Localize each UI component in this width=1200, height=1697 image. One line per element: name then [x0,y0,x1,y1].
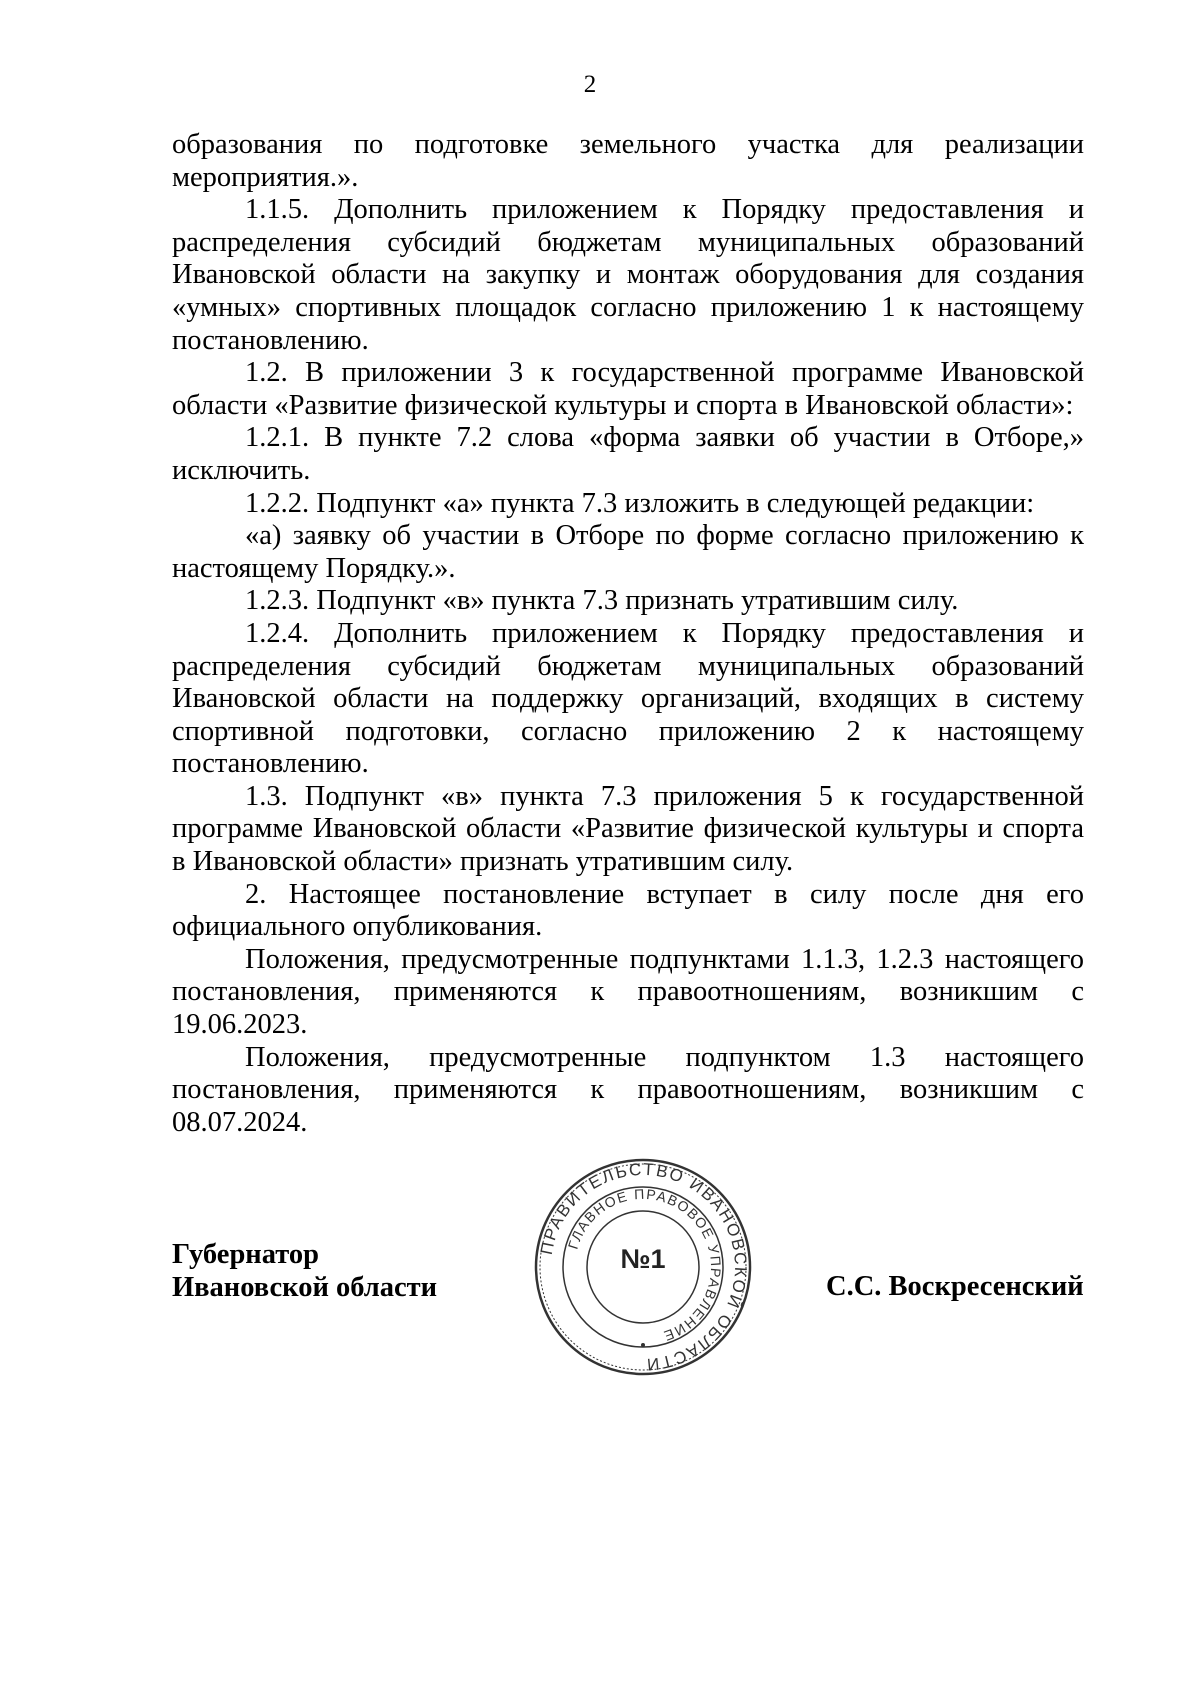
paragraph-subpoint-a: «а) заявку об участии в Отборе по форме согласно приложению к настоящему Порядку.». [172,520,1084,584]
paragraph-1-2-4: 1.2.4. Дополнить приложением к Порядку предоставления и распределения субсидий бюджетам муниципальных образований Ивановской области на поддержку организаций, входящих в систему спортивной подготовки, согласно приложению 2 к настоящему постановлению. [172,617,1084,780]
paragraph-2: 2. Настоящее постановление вступает в силу после дня его официального опубликования. [172,878,1084,943]
paragraph-1-2-1: 1.2.1. В пункте 7.2 слова «форма заявки об участии в Отборе,» исключить. [172,422,1084,486]
document-body [172,129,1084,1139]
paragraph-continuation: образования по подготовке земельного участка для реализации мероприятия.». [172,129,1084,193]
stamp-outer-text: ПРАВИТЕЛЬСТВО ИВАНОВСКОЙ ОБЛАСТИ [536,1159,751,1375]
signatory-title-line-1: Губернатор [172,1239,319,1270]
stamp-inner-text: ГЛАВНОЕ ПРАВОВОЕ УПРАВЛЕНИЕ [564,1185,725,1345]
stamp-number: №1 [620,1244,666,1274]
paragraph-1-2-2: 1.2.2. Подпункт «а» пункта 7.3 изложить в следующей редакции: [245,487,1035,519]
signatory-title-line-2: Ивановской области [172,1272,438,1303]
signatory-name: С.С. Воскресенский [826,1271,1084,1302]
paragraph-1-2: 1.2. В приложении 3 к государственной программе Ивановской области «Развитие физической культуры и спорта в Ивановской области»: [172,357,1084,421]
paragraph-provisions-1: Положения, предусмотренные подпунктами 1.1.3, 1.2.3 настоящего постановления, применяются к правоотношениям, возникшим с 19.06.2023. [172,943,1084,1041]
paragraph-1-1-5: 1.1.5. Дополнить приложением к Порядку предоставления и распределения субсидий бюджетам муниципальных образований Ивановской области на закупку и монтаж оборудования для создания «умных» спортивных площадок согласно приложению 1 к настоящему постановлению. [172,194,1084,356]
paragraph-1-3: 1.3. Подпункт «в» пункта 7.3 приложения 5 к государственной программе Ивановской области «Развитие физической культуры и спорта в Ивановской области» признать утратившим силу. [172,780,1084,878]
paragraph-provisions-2: Положения, предусмотренные подпунктом 1.3 настоящего постановления, применяются к правоотношениям, возникшим с 08.07.2024. [172,1041,1084,1138]
page-number: 2 [583,71,597,98]
paragraph-1-2-3: 1.2.3. Подпункт «в» пункта 7.3 признать утратившим силу. [245,585,959,617]
official-stamp [533,1157,753,1377]
signatory-title [172,1238,437,1304]
